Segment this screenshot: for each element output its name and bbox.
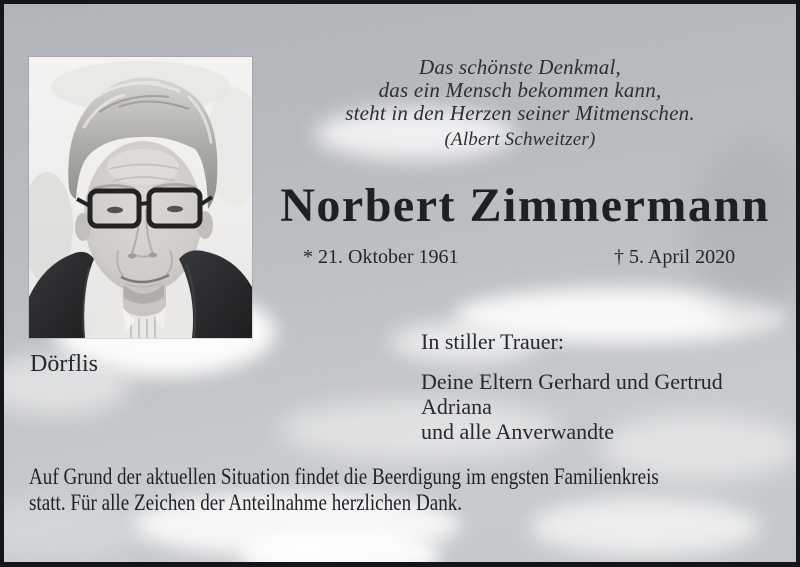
death-date: † 5. April 2020 — [614, 246, 736, 268]
life-dates — [0, 246, 800, 272]
portrait-illustration — [29, 57, 252, 338]
quote-line: das ein Mensch bekommen kann, — [378, 78, 662, 102]
memorial-quote — [285, 56, 755, 151]
mourning-section — [421, 329, 723, 444]
funeral-info-line: Auf Grund der aktuellen Situation findet die Beerdigung im engsten Familienkreis — [29, 464, 659, 489]
quote-line: Das schönste Denkmal, — [419, 55, 621, 79]
mourner-line: Deine Eltern Gerhard und Gertrud — [421, 369, 723, 394]
mourner-line: und alle Anverwandte — [421, 419, 615, 444]
birth-date: * 21. Oktober 1961 — [303, 246, 459, 268]
residence-label: Dörflis — [30, 351, 98, 377]
portrait-photo — [29, 57, 252, 338]
funeral-info — [29, 464, 659, 516]
mourning-intro: In stiller Trauer: — [421, 329, 564, 354]
deceased-name: Norbert Zimmermann — [280, 179, 770, 232]
quote-line: steht in den Herzen seiner Mitmenschen. — [345, 101, 695, 125]
mourner-line: Adriana — [421, 394, 492, 419]
quote-attribution: (Albert Schweitzer) — [444, 129, 596, 150]
funeral-info-line: statt. Für alle Zeichen der Anteilnahme herzlichen Dank. — [29, 490, 463, 515]
